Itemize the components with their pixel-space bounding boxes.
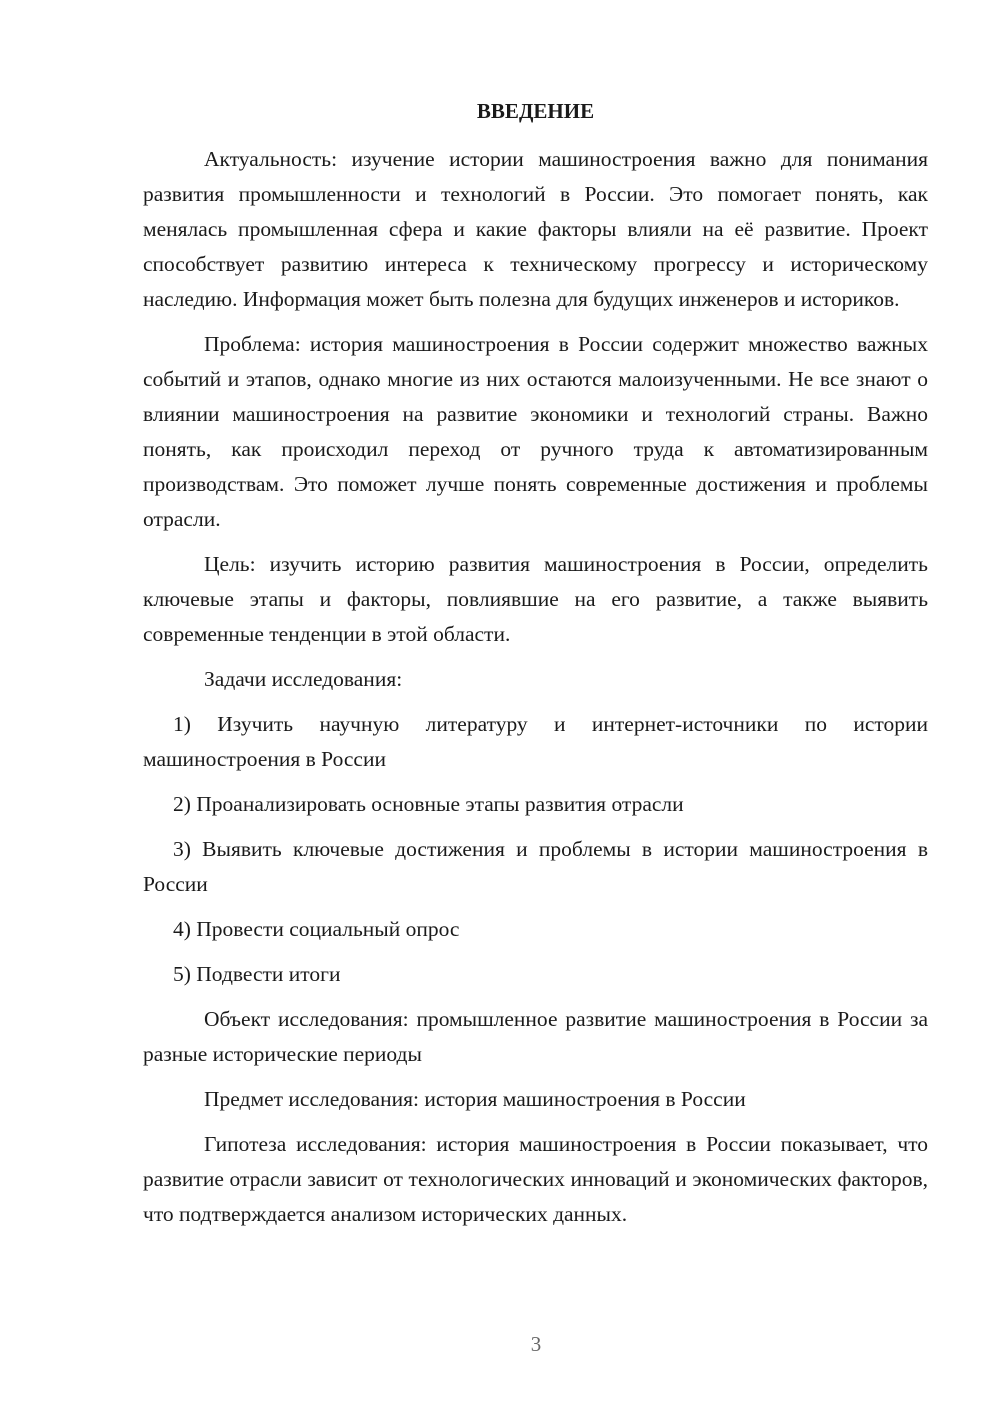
- task-item-2: 2) Проанализировать основные этапы развития отрасли: [173, 792, 684, 816]
- task-item-5: 5) Подвести итоги: [173, 962, 341, 986]
- task-item-3: 3) Выявить ключевые достижения и проблемы в истории машиностроения в России: [143, 837, 928, 896]
- page-number: 3: [530, 1332, 542, 1356]
- subject-paragraph: Предмет исследования: история машиностроения в России: [204, 1087, 746, 1111]
- document-page: [143, 96, 928, 1232]
- problem-paragraph: Проблема: история машиностроения в России содержит множество важных событий и этапов, однако многие из них остаются малоизученными. Не все знают о влиянии машиностроения на развитие экономики и технологий страны. Важно понять, как происходил переход от ручного труда к автоматизированным производствам. Это поможет лучше понять современные достижения и проблемы отрасли.: [143, 332, 928, 531]
- object-paragraph: Объект исследования: промышленное развитие машиностроения в России за разные исторические периоды: [143, 1007, 928, 1066]
- tasks-title: Задачи исследования:: [204, 667, 403, 691]
- hypothesis-paragraph: Гипотеза исследования: история машиностроения в России показывает, что развитие отрасли зависит от технологических инноваций и экономических факторов, что подтверждается анализом исторических данных.: [143, 1132, 928, 1226]
- relevance-paragraph: Актуальность: изучение истории машиностроения важно для понимания развития промышленности и технологий в России. Это помогает понять, как менялась промышленная сфера и какие факторы влияли на её развитие. Проект способствует развитию интереса к техническому прогрессу и историческому наследию. Информация может быть полезна для будущих инженеров и историков.: [143, 147, 928, 311]
- task-item-1: 1) Изучить научную литературу и интернет-источники по истории машиностроения в России: [143, 712, 928, 771]
- task-item-4: 4) Провести социальный опрос: [173, 917, 460, 941]
- section-heading: ВВЕДЕНИЕ: [476, 99, 595, 123]
- goal-paragraph: Цель: изучить историю развития машиностроения в России, определить ключевые этапы и факторы, повлиявшие на его развитие, а также выявить современные тенденции в этой области.: [143, 552, 928, 646]
